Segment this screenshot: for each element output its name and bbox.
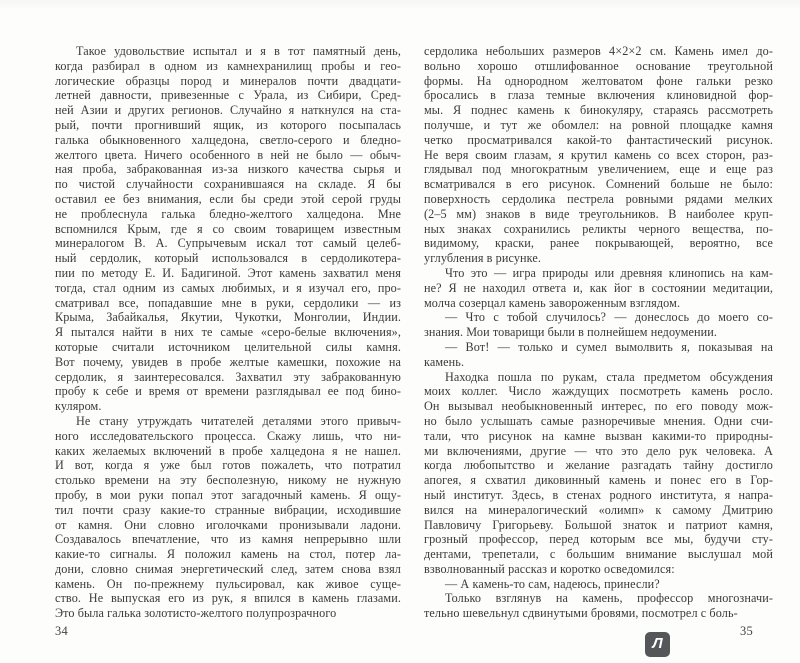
page-number-left: 34: [55, 624, 69, 638]
text-line: ный институт. Здесь, в стенах родного института, я напра-: [424, 487, 773, 502]
text-line: Это была галька золотисто-желтого полупрозрачного: [55, 606, 337, 621]
text-line: И вот, когда я уже был готов пожалеть, что потратил: [55, 458, 401, 473]
text-line: ми включениями, другие — что это дело рук человека. А: [424, 443, 773, 458]
text-line: Что это — игра природы или древняя клинопись на кам-: [445, 265, 773, 280]
text-line: ней Азии и других регионов. Случайно я наткнулся на ста-: [55, 103, 401, 118]
text-line: от камня. Они словно иголочками пронизывали ладони.: [55, 517, 401, 532]
text-line: камень.: [424, 354, 465, 369]
text-line: вольно хорошо отшлифованное основание треугольной: [424, 58, 773, 73]
text-line: углубления в рисунке.: [424, 251, 542, 266]
text-line: апогея, я схватил диковинный камень и понес его в Гор-: [424, 473, 773, 488]
text-line: дентами, трепетали, с большим внимание выслушал мой: [424, 547, 773, 562]
text-line: Такое удовольствие испытал и я в тот памятный день,: [76, 44, 401, 58]
text-line: по чистой случайности сохранившаяся на складе. Я бы: [55, 177, 401, 192]
right-page-text-column: [424, 44, 773, 621]
text-line: тали, что рисунок на камне вызван какими-то природны-: [424, 428, 773, 443]
text-line: Создавалось впечатление, что из камня непрерывно шли: [55, 532, 401, 547]
text-line: Я пытался найти в них те самые «серо-белые включения»,: [55, 325, 401, 340]
text-line: сматривал все, попадавшие мне в руки, сердолики — из: [55, 295, 401, 310]
text-line: вспомнился Крым, где я со своим товарищем известным: [55, 221, 401, 236]
text-line: видимому, краски, ранее покрывающей, вероятно, все: [424, 236, 773, 251]
text-line: летней давности, привезенные с Урала, из Сибири, Сред-: [55, 88, 401, 103]
text-line: Крыма, Забайкалья, Якутии, Чукотки, Монголии, Индии.: [55, 310, 401, 325]
text-line: когда разбирал в одном из камнехранилищ пробы и гео-: [55, 58, 401, 73]
text-line: поверхность сердолика пестрела ровными рядами мелких: [424, 191, 773, 206]
text-line: но было услышать самые разноречивые мнения. Одни счи-: [424, 413, 773, 428]
text-line: пии по методу Е. И. Бадигиной. Этот камень захватил меня: [55, 265, 401, 280]
text-line: моих коллег. Число жаждущих посмотреть камень росло.: [424, 384, 773, 399]
text-line: Находка пошла по рукам, стала предметом обсуждения: [445, 369, 773, 384]
text-line: оставил ее без внимания, если бы среди этой серой груды: [55, 191, 401, 206]
text-line: куляром.: [55, 399, 102, 414]
text-line: тогда, стал одним из самых любимых, и я изучал его, про-: [55, 280, 401, 295]
text-line: столько времени на эту бесполезную, никому не нужную: [55, 473, 401, 488]
text-line: (2–5 мм) знаков в виде треугольников. В наиболее круп-: [424, 206, 773, 221]
text-line: дони, словно снимая энергетический след, затем снова взял: [55, 561, 401, 576]
text-line: пробу к себе и время от времени разглядывал ее под бино-: [55, 384, 401, 399]
labirint-watermark-logo: [645, 632, 670, 657]
text-line: взволнованный рассказ и коротко осведомился:: [424, 561, 675, 576]
text-line: Павловичу Григорьеву. Большой знаток и патриот камня,: [424, 517, 773, 532]
text-line: не? Я не находил ответа и, как йог в состоянии медитации,: [424, 280, 773, 295]
text-line: галька обыкновенного халцедона, светло-серого и бледно-: [55, 132, 401, 147]
text-line: мы. Я поднес камень к бинокуляру, стараясь рассмотреть: [424, 103, 773, 118]
text-line: вился на минералогический «олимп» к самому Дмитрию: [424, 502, 773, 517]
text-line: желтого цвета. Ничего особенного в ней не было — обыч-: [55, 147, 401, 162]
text-line: грозный профессор, перед которым все мы, будучи сту-: [424, 532, 773, 547]
text-line: знания. Мои товарищи были в полнейшем недоумении.: [424, 325, 718, 340]
text-line: сердолик, я заинтересовался. Захватил эту забракованную: [55, 369, 401, 384]
text-line: рый, почти прогнивший ящик, из которого посыпалась: [55, 117, 401, 132]
text-line: сердолика небольших размеров 4×2×2 см. Камень имел до-: [424, 44, 773, 58]
text-line: бросались в глаза темные включения клиновидной фор-: [424, 88, 773, 103]
text-line: — Что с тобой случилось? — донеслось до моего со-: [445, 310, 773, 325]
text-line: — А камень-то сам, надеюсь, принесли?: [445, 576, 660, 591]
text-line: когда любопытство и желание разгадать тайну достигло: [424, 458, 773, 473]
text-line: минералогом В. А. Супрычевым искал тот самый целеб-: [55, 236, 401, 251]
page-number-right: 35: [740, 624, 754, 638]
text-line: — Вот! — только и сумел вымолвить я, показывая на: [445, 339, 773, 354]
watermark-letter: Л: [652, 635, 663, 652]
text-line: какие-то сигналы. Я положил камень на стол, потер ла-: [55, 547, 401, 562]
text-line: ных знаках сохранились реликты черного вещества, по-: [424, 221, 773, 236]
text-line: не проблеснула галька бледно-желтого халцедона. Мне: [55, 206, 401, 221]
text-line: четко просматривался какой-то фантастический рисунок.: [424, 132, 773, 147]
text-line: всматривался в его рисунок. Сомнений больше не было:: [424, 177, 773, 192]
text-line: логические образцы пород и минералов почти двадцати-: [55, 73, 401, 88]
text-line: камень. Он по-прежнему пульсировал, как живое суще-: [55, 576, 401, 591]
text-line: ство. Не выпуская его из рук, я впился в камень глазами.: [55, 591, 401, 606]
left-page-text-column: [55, 44, 401, 621]
text-line: Он вызывал необыкновенный интерес, по его поводу мож-: [424, 399, 773, 414]
text-line: Не веря своим глазам, я крутил камень со всех сторон, раз-: [424, 147, 773, 162]
text-line: молча созерцал камень завороженным взглядом.: [424, 295, 681, 310]
text-line: тил почти сразу какие-то странные вибрации, исходившие: [55, 502, 401, 517]
text-line: Не стану утруждать читателей деталями этого привыч-: [76, 413, 401, 428]
text-line: Только взглянув на камень, профессор многозначи-: [445, 591, 773, 606]
text-line: каких желаемых включений в пробе халцедона я не нашел.: [55, 443, 401, 458]
text-line: глядывал под многократным увеличением, еще и еще раз: [424, 162, 773, 177]
text-line: получше, и тут же обомлел: на ровной площадке камня: [424, 117, 773, 132]
text-line: ного исследовательского процесса. Скажу лишь, что ни-: [55, 428, 401, 443]
text-line: тельно шевельнул сдвинутыми бровями, посмотрел с боль-: [424, 606, 738, 621]
text-line: пробу, в мои руки попал этот загадочный камень. Я ощу-: [55, 487, 401, 502]
text-line: ный сердолик, который использовался в сердоликотера-: [55, 251, 401, 266]
text-line: формы. На однородном желтоватом фоне гальки резко: [424, 73, 773, 88]
text-line: Вот почему, увидев в пробе желтые камешки, похожие на: [55, 354, 401, 369]
text-line: которые считали источником целительной силы камня.: [55, 339, 401, 354]
text-line: ная проба, забракованная из-за низкого качества сырья и: [55, 162, 401, 177]
